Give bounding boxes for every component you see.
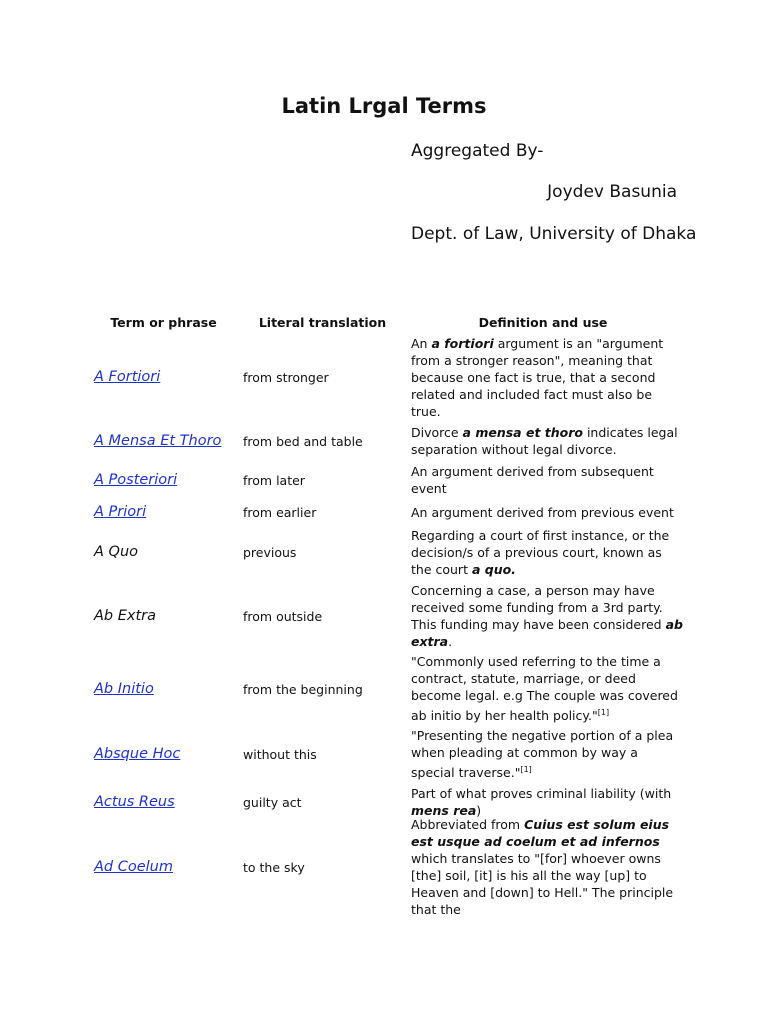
def-text: which translates to "[for] whoever owns [the] soil, [it] is his all the way [up] to Heaven and [down] to Hell." The principle that the [411, 851, 674, 917]
definition-cell [411, 816, 684, 918]
literal-cell: from earlier [243, 504, 317, 520]
aggregated-by-line: Aggregated By- [411, 141, 544, 161]
header-literal: Literal translation [258, 314, 387, 330]
table-row [84, 652, 684, 726]
definition-cell [411, 785, 684, 819]
term-cell [84, 859, 243, 875]
definition-cell [411, 653, 684, 724]
def-text: ) [476, 803, 482, 818]
term-cell [84, 794, 243, 810]
def-emphasis: a fortiori [431, 335, 494, 351]
def-text: Regarding a court of first instance, or the decision/s of a previous court, known as the court [411, 527, 670, 577]
definition-cell [411, 527, 684, 578]
term-cell [84, 681, 243, 697]
def-emphasis: a mensa et thoro [462, 425, 583, 440]
def-text: An [411, 335, 432, 351]
term-cell [84, 504, 243, 520]
footnote-ref: [1] [597, 708, 610, 718]
literal-cell: to the sky [243, 859, 305, 875]
term-text: A Quo [94, 544, 139, 560]
term-link[interactable]: Actus Reus [94, 794, 175, 810]
literal-cell: from bed and table [243, 433, 363, 449]
term-cell [84, 608, 243, 624]
terms-table [84, 312, 684, 917]
definition-cell [411, 727, 684, 781]
definition-cell: An argument derived from previous event [411, 504, 674, 520]
table-row [84, 500, 684, 524]
def-emphasis: mens rea [411, 803, 477, 818]
term-cell [84, 433, 243, 449]
header-definition: Definition and use [478, 314, 608, 330]
literal-cell: guilty act [243, 794, 302, 810]
author-name: Joydev Basunia [547, 182, 677, 202]
literal-cell: from later [243, 472, 305, 488]
def-emphasis: ab extra [411, 617, 683, 649]
literal-cell: previous [243, 544, 297, 560]
def-emphasis: Cuius est solum eius est usque ad coelum et ad infernos [411, 817, 670, 849]
def-text: Abbreviated from [411, 817, 525, 832]
term-link[interactable]: Absque Hoc [94, 746, 181, 762]
table-row [84, 332, 684, 422]
definition-cell: An argument derived from subsequent event [411, 464, 654, 496]
table-row [84, 460, 684, 500]
term-link[interactable]: Ab Initio [94, 681, 154, 697]
definition-cell [411, 424, 684, 458]
term-link[interactable]: A Priori [94, 504, 147, 520]
literal-cell: without this [243, 746, 317, 762]
definition-cell [411, 335, 684, 420]
term-cell [84, 472, 243, 488]
table-row [84, 580, 684, 652]
term-link[interactable]: A Posteriori [94, 472, 178, 488]
def-text: . [448, 634, 453, 649]
literal-cell: from the beginning [243, 681, 363, 697]
literal-cell: from stronger [243, 369, 329, 385]
department-line: Dept. of Law, University of Dhaka [411, 224, 697, 244]
def-text: Part of what proves criminal liability (with [411, 786, 672, 801]
document-title: Latin Lrgal Terms [281, 94, 487, 118]
table-row [84, 726, 684, 782]
table-row [84, 817, 684, 917]
header-term: Term or phrase [110, 314, 217, 330]
definition-cell [411, 582, 684, 650]
term-link[interactable]: Ad Coelum [94, 859, 173, 875]
def-text: indicates legal separation without legal divorce. [411, 425, 678, 457]
term-link[interactable]: A Mensa Et Thoro [94, 433, 222, 449]
footnote-ref: [1] [520, 764, 532, 774]
def-text: "Commonly used referring to the time a contract, statute, marriage, or deed become legal. e.g The couple was covered ab initio by her health policy." [411, 654, 678, 724]
table-row [84, 524, 684, 580]
term-cell [84, 746, 243, 762]
table-header-row [84, 312, 684, 332]
def-emphasis: a quo. [471, 561, 516, 577]
def-text: argument is an "argument from a stronger reason", meaning that because one fact is true, that a second related and included fact must also be true. [411, 335, 664, 419]
term-text: Ab Extra [94, 608, 157, 624]
table-row [84, 422, 684, 460]
term-cell [84, 369, 243, 385]
def-text: "Presenting the negative portion of a plea when pleading at common by way a special traverse." [411, 727, 674, 781]
def-text: Divorce [411, 425, 463, 440]
term-cell [84, 544, 243, 560]
def-text: Concerning a case, a person may have received some funding from a 3rd party. This funding may have been considered [411, 583, 666, 632]
literal-cell: from outside [243, 608, 323, 624]
term-link[interactable]: A Fortiori [94, 369, 161, 385]
